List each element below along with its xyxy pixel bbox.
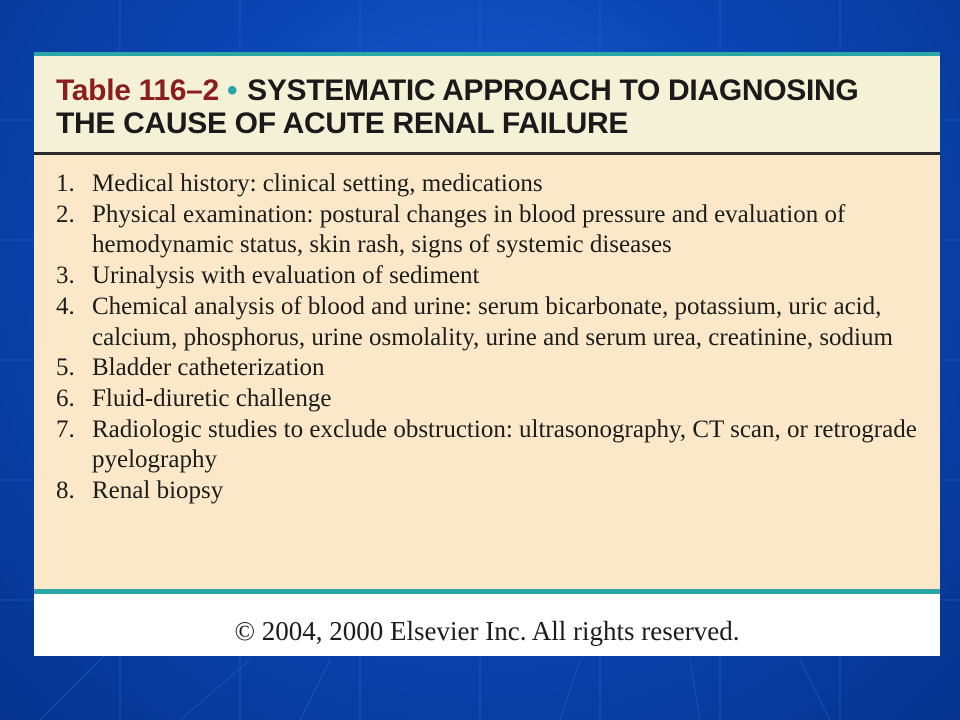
table-title <box>56 74 916 140</box>
title-bullet-icon: • <box>226 74 238 107</box>
item-text: Medical history: clinical setting, medications <box>92 170 543 197</box>
item-text: Physical examination: postural changes in blood pressure and evaluation of hemodynamic status, skin rash, signs of systemic diseases <box>92 200 846 259</box>
title-line-2: THE CAUSE OF ACUTE RENAL FAILURE <box>56 107 629 140</box>
list-item <box>56 384 926 415</box>
item-number: 3. <box>56 262 75 290</box>
item-text: Fluid-diuretic challenge <box>92 384 332 412</box>
item-number: 8. <box>56 477 75 505</box>
title-line-1: SYSTEMATIC APPROACH TO DIAGNOSING <box>247 74 859 107</box>
item-text: Chemical analysis of blood and urine: serum bicarbonate, potassium, uric acid, calcium, phosphorus, urine osmolality, urine and serum urea, creatinine, sodium <box>92 292 893 351</box>
list-item <box>56 476 926 507</box>
item-number: 5. <box>56 354 75 382</box>
list-item <box>56 415 926 476</box>
table-number: Table 116–2 <box>56 74 219 107</box>
item-text: Radiologic studies to exclude obstruction: ultrasonography, CT scan, or retrograde pyelography <box>92 415 917 474</box>
steps-list <box>56 169 926 507</box>
table-card <box>34 52 940 656</box>
list-item <box>56 169 926 200</box>
item-number: 4. <box>56 292 75 320</box>
item-number: 6. <box>56 384 75 412</box>
item-number: 1. <box>56 170 75 197</box>
list-item <box>56 200 926 261</box>
list-item <box>56 353 926 384</box>
item-number: 7. <box>56 415 75 443</box>
copyright-notice: © 2004, 2000 Elsevier Inc. All rights reserved. <box>234 616 740 646</box>
item-text: Urinalysis with evaluation of sediment <box>92 262 480 290</box>
item-text: Bladder catheterization <box>92 354 325 382</box>
list-item <box>56 261 926 292</box>
list-item <box>56 292 926 353</box>
item-text: Renal biopsy <box>92 477 224 505</box>
table-body <box>34 155 940 589</box>
footer <box>34 594 940 656</box>
table-header <box>34 56 940 155</box>
item-number: 2. <box>56 200 75 228</box>
